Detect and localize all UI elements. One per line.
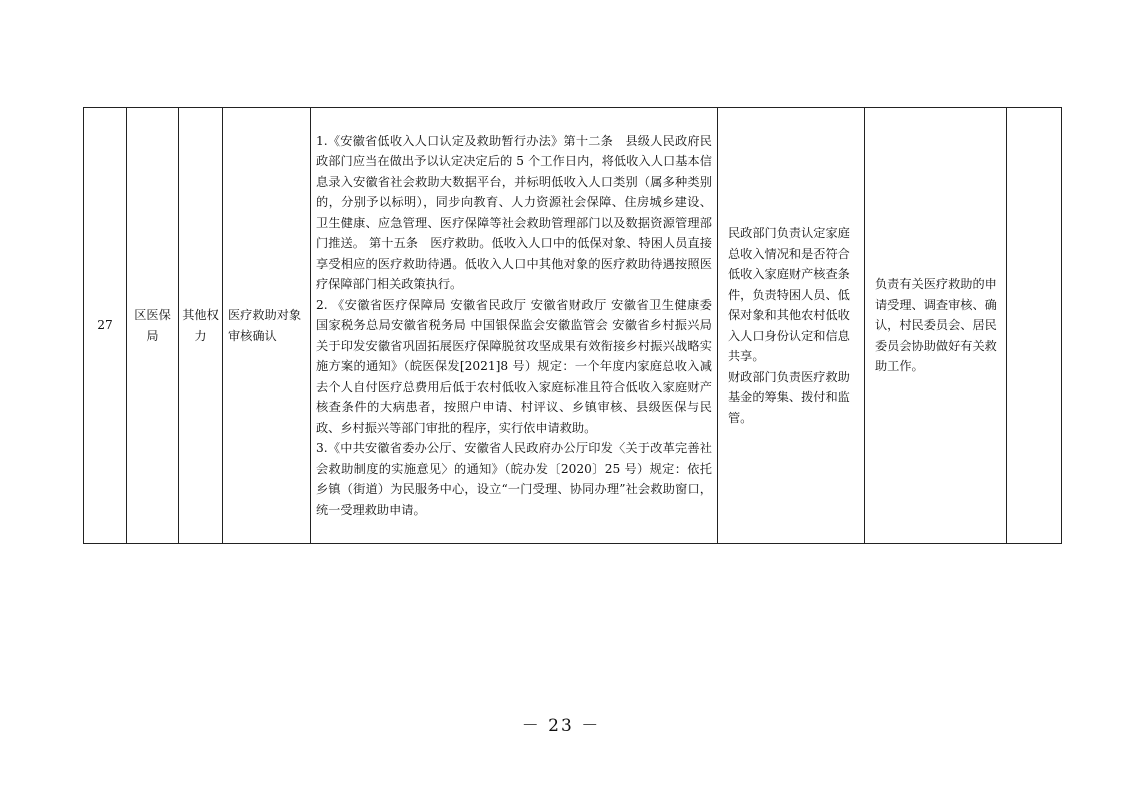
basis-paragraph-2: 2. 《安徽省医疗保障局 安徽省民政厅 安徽省财政厅 安徽省卫生健康委 国家税务总局安徽省税务局 中国银保监会安徽监管会 安徽省乡村振兴局关于印发安徽省巩固拓展医疗保障脱贫攻坚成果有效衔接乡村振兴战略实施方案的通知》（皖医保发[2021]8 号）规定：一个年度内家庭总收入减去个人自付医疗总费用后低于农村低收入家庭标准且符合低收入家庭财产核查条件的大病患者，按照户申请、村评议、乡镇审核、县级医保与民政、乡村振兴等部门审批的程序，实行依申请救助。 <box>316 297 712 435</box>
basis-cell <box>311 108 718 544</box>
item-name: 医疗救助对象审核确认 <box>228 307 302 343</box>
power-type-cell <box>179 108 223 544</box>
duty-cell <box>865 108 1007 544</box>
responsibility-paragraph-2: 财政部门负责医疗救助基金的筹集、拨付和监管。 <box>728 369 850 425</box>
responsibility-paragraph-1: 民政部门负责认定家庭总收入情况和是否符合低收入家庭财产核查条件，负责特困人员、低保对象和其他农村低收入人口身份认定和信息共享。 <box>728 226 850 363</box>
department-name: 区医保局 <box>134 307 171 343</box>
item-name-cell <box>223 108 311 544</box>
table-row <box>84 108 1062 544</box>
basis-paragraph-3: 3.《中共安徽省委办公厅、安徽省人民政府办公厅印发〈关于改革完善社会救助制度的实施意见〉的通知》（皖办发〔2020〕25 号）规定：依托乡镇（街道）为民服务中心，设立“一门受理、协同办理”社会救助窗口，统一受理救助申请。 <box>316 441 712 517</box>
row-index-cell <box>84 108 127 544</box>
row-index: 27 <box>97 318 113 333</box>
responsibility-cell <box>718 108 865 544</box>
remark-cell <box>1007 108 1062 544</box>
basis-paragraph-1: 1.《安徽省低收入人口认定及救助暂行办法》第十二条 县级人民政府民政部门应当在做出予以认定决定后的 5 个工作日内，将低收入人口基本信息录入安徽省社会救助大数据平台，并标明低收入人口类别（属多种类别的，分别予以标明），同步向教育、人力资源社会保障、住房城乡建设、卫生健康、应急管理、医疗保障等社会救助管理部门以及数据资源管理部门推送。 第十五条 医疗救助。低收入人口中的低保对象、特困人员直接享受相应的医疗救助待遇。低收入人口中其他对象的医疗救助待遇按照医疗保障部门相关政策执行。 <box>316 133 712 292</box>
page-number: － 23 － <box>521 716 601 736</box>
duty-text: 负责有关医疗救助的申请受理、调查审核、确认，村民委员会、居民委员会协助做好有关救助工作。 <box>875 277 997 374</box>
power-list-table <box>83 107 1062 544</box>
basis-text <box>311 108 717 543</box>
power-type: 其他权力 <box>182 307 219 343</box>
department-cell <box>127 108 179 544</box>
responsibility-text <box>718 223 864 428</box>
